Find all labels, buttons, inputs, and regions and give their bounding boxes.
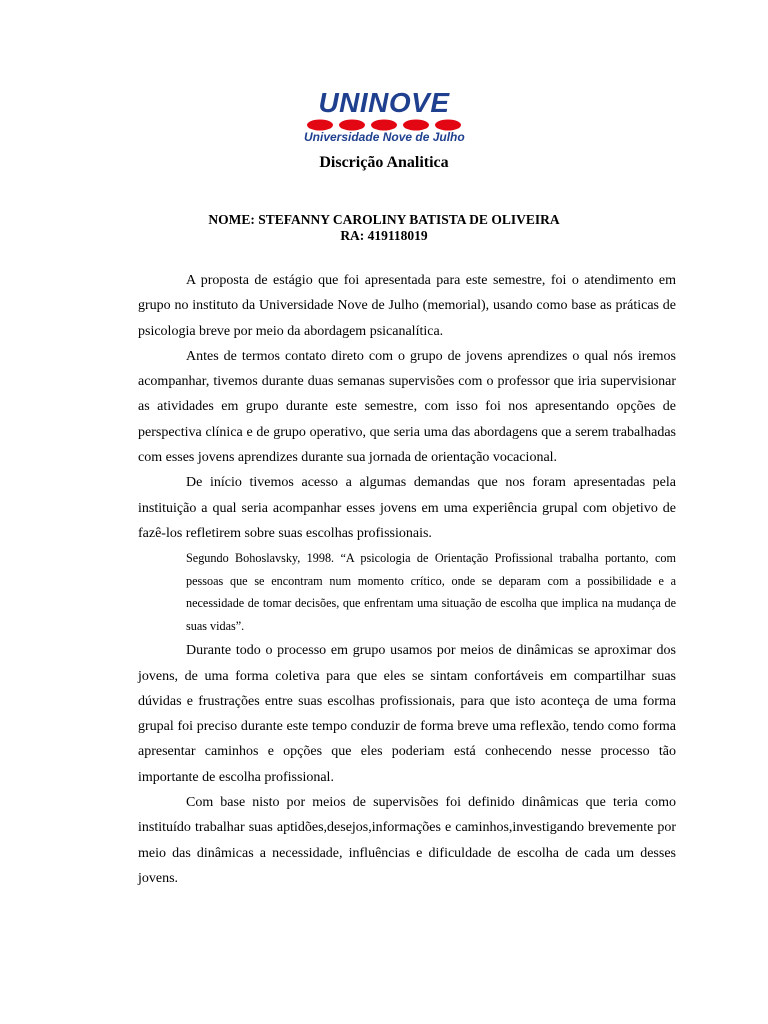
paragraph: Durante todo o processo em grupo usamos por meios de dinâmicas se aproximar dos jovens, de uma forma coletiva para que eles se sintam confortáveis em compartilhar suas dúvidas e frustrações entre suas escolhas profissionais, para que isto aconteça de uma forma grupal foi preciso durante este tempo conduzir de forma breve uma reflexão, tendo como forma apresentar caminhos e opções que eles poderiam está conhecendo nesse processo tão importante de escolha profissional. [138,643,676,785]
logo-dot [371,120,397,131]
logo-dot [307,120,333,131]
document-body [138,268,676,891]
document-title: Discrição Analitica [319,154,449,171]
logo-wordmark: UNINOVE [318,87,450,118]
paragraph: Com base nisto por meios de supervisões foi definido dinâmicas que teria como instituído trabalhar suas aptidões,desejos,informações e caminhos,investigando brevemente por meio das dinâmicas a necessidade, influências e dificuldade de escolha de cada um desses jovens. [138,795,676,886]
logo-subtitle: Universidade Nove de Julho [304,130,465,144]
uninove-logo [304,88,464,148]
logo-dot [403,120,429,131]
student-ra: RA: 419118019 [340,228,428,243]
student-name: NOME: STEFANNY CAROLINY BATISTA DE OLIVEIRA [208,212,560,227]
block-quote: Segundo Bohoslavsky, 1998. “A psicologia de Orientação Profissional trabalha portanto, com pessoas que se encontram num momento crítico, onde se deparam com a possibilidade e a necessidade de tomar decisões, que enfrentam uma situação de escolha que implica na mudança de suas vidas”. [186,551,676,633]
paragraph: A proposta de estágio que foi apresentada para este semestre, foi o atendimento em grupo no instituto da Universidade Nove de Julho (memorial), usando como base as práticas de psicologia breve por meio da abordagem psicanalítica. [138,273,676,339]
paragraph: Antes de termos contato direto com o grupo de jovens aprendizes o qual nós iremos acompanhar, tivemos durante duas semanas supervisões com o professor que iria supervisionar as atividades em grupo durante este semestre, com isso foi nos apresentando opções de perspectiva clínica e de grupo operativo, que seria uma das abordagens que a serem trabalhadas com esses jovens aprendizes durante sua jornada de orientação vocacional. [138,348,676,466]
paragraph: De início tivemos acesso a algumas demandas que nos foram apresentadas pela instituição a qual seria acompanhar esses jovens em uma experiência grupal com objetivo de fazê-los refletirem sobre suas escolhas profissionais. [138,475,676,541]
logo-dot [435,120,461,131]
logo-dot [339,120,365,131]
